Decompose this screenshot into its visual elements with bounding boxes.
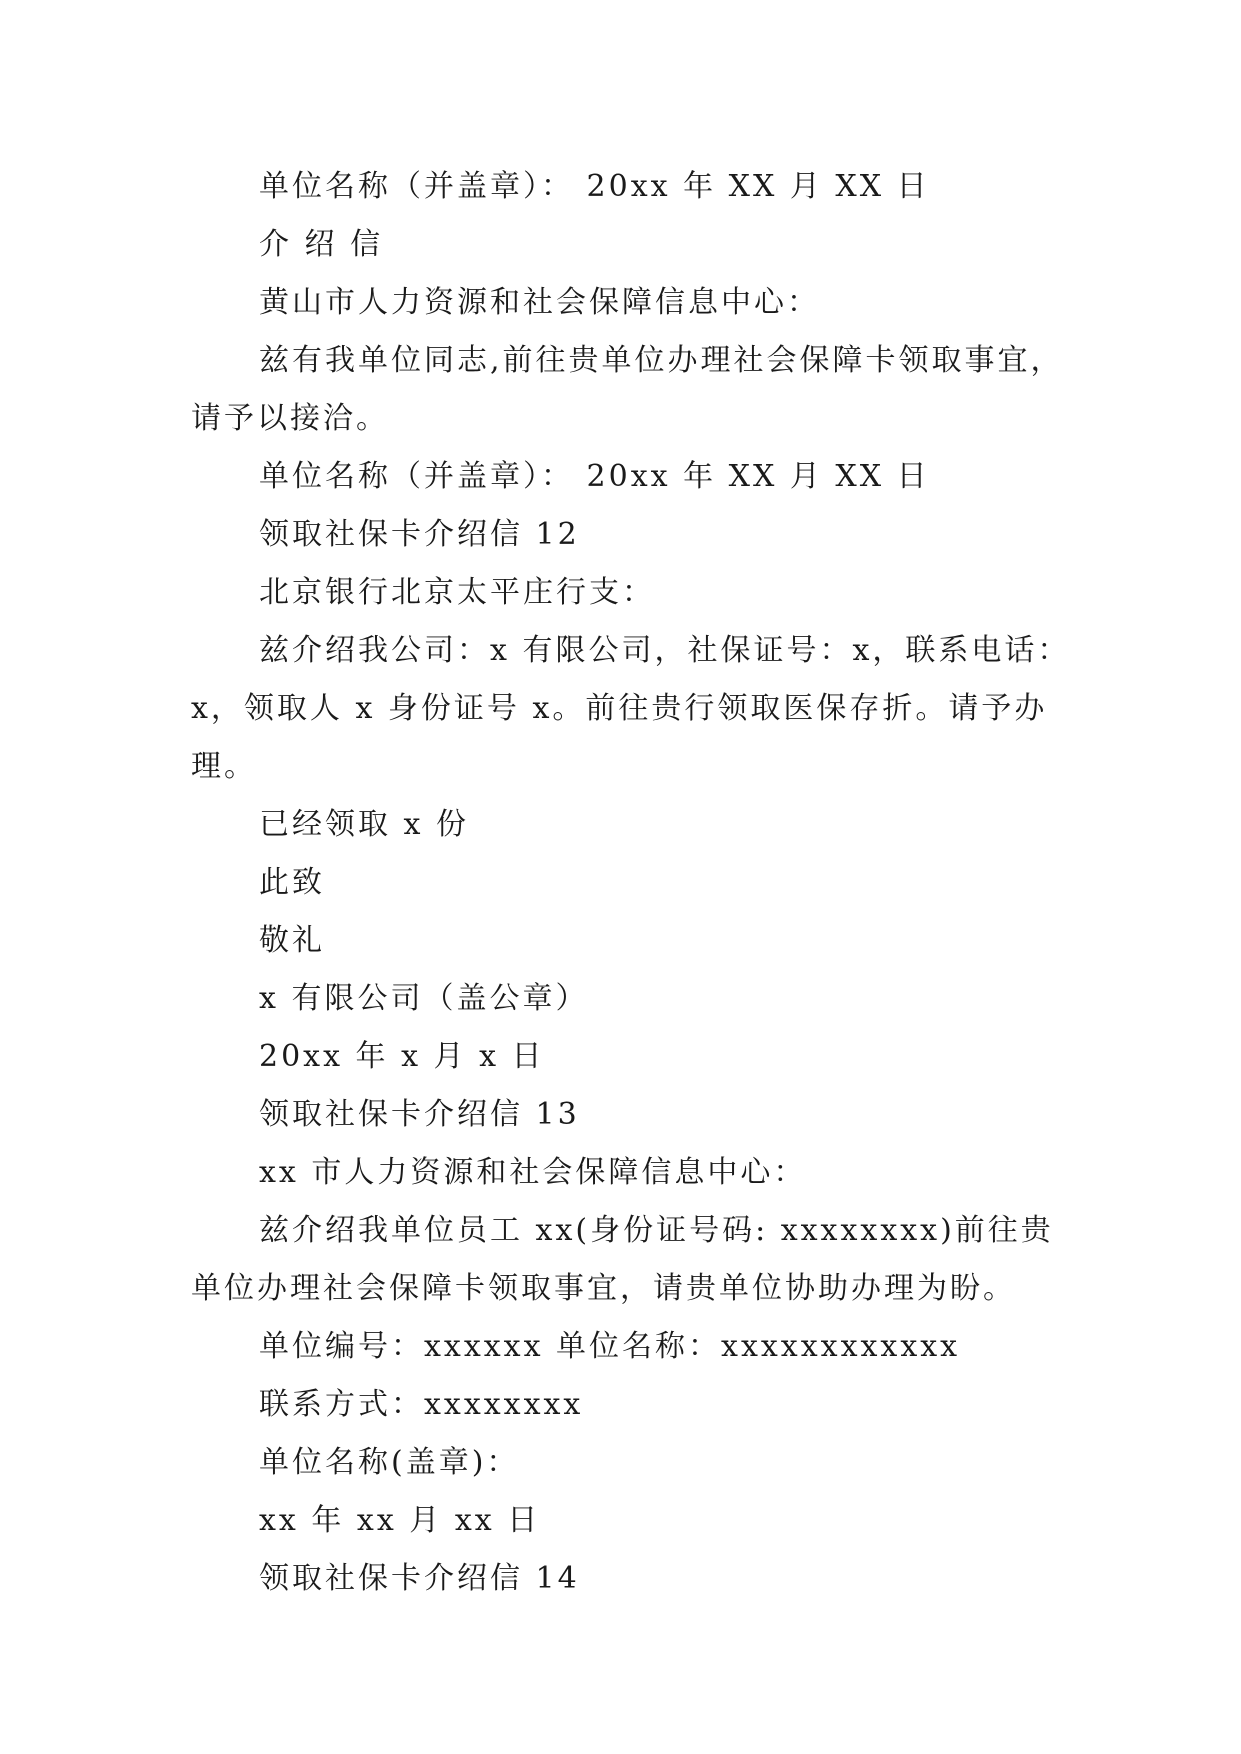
paragraph-closing-2: 敬礼 bbox=[259, 923, 325, 958]
paragraph-heading-13: 领取社保卡介绍信 13 bbox=[259, 1097, 580, 1132]
paragraph-signature-date-2: 单位名称（并盖章）： 20xx 年 XX 月 XX 日 bbox=[259, 459, 930, 494]
paragraph-heading-14: 领取社保卡介绍信 14 bbox=[259, 1561, 580, 1596]
paragraph-received-count: 已经领取 x 份 bbox=[259, 807, 469, 842]
paragraph-letter-title: 介 绍 信 bbox=[259, 227, 384, 262]
paragraph-body-xx-city: 兹介绍我单位员工 xx(身份证号码: xxxxxxxx)前往贵单位办理社会保障卡领取事宜，请贵单位协助办理为盼。 bbox=[191, 1213, 1054, 1306]
paragraph-date-3: 20xx 年 x 月 x 日 bbox=[259, 1039, 545, 1074]
paragraph-recipient-xx-city: xx 市人力资源和社会保障信息中心： bbox=[259, 1155, 807, 1190]
paragraph-body-huangshan: 兹有我单位同志,前往贵单位办理社会保障卡领取事宜，请予以接洽。 bbox=[191, 343, 1064, 436]
paragraph-heading-12: 领取社保卡介绍信 12 bbox=[259, 517, 580, 552]
paragraph-closing-1: 此致 bbox=[259, 865, 325, 900]
paragraph-signature-date-1: 单位名称（并盖章）： 20xx 年 XX 月 XX 日 bbox=[259, 169, 930, 204]
paragraph-company-seal: x 有限公司（盖公章） bbox=[259, 981, 589, 1016]
paragraph-contact: 联系方式：xxxxxxxx bbox=[259, 1387, 584, 1422]
paragraph-unit-id-name: 单位编号：xxxxxx 单位名称：xxxxxxxxxxxx bbox=[259, 1329, 961, 1364]
document-body bbox=[191, 158, 1071, 1608]
paragraph-body-bank: 兹介绍我公司：x 有限公司，社保证号：x，联系电话：x，领取人 x 身份证号 x。前往贵行领取医保存折。请予办理。 bbox=[191, 633, 1071, 784]
paragraph-unit-seal: 单位名称(盖章)： bbox=[259, 1445, 520, 1480]
paragraph-recipient-bank: 北京银行北京太平庄行支： bbox=[259, 575, 655, 610]
paragraph-recipient-huangshan: 黄山市人力资源和社会保障信息中心： bbox=[259, 285, 820, 320]
paragraph-date-4: xx 年 xx 月 xx 日 bbox=[259, 1503, 541, 1538]
